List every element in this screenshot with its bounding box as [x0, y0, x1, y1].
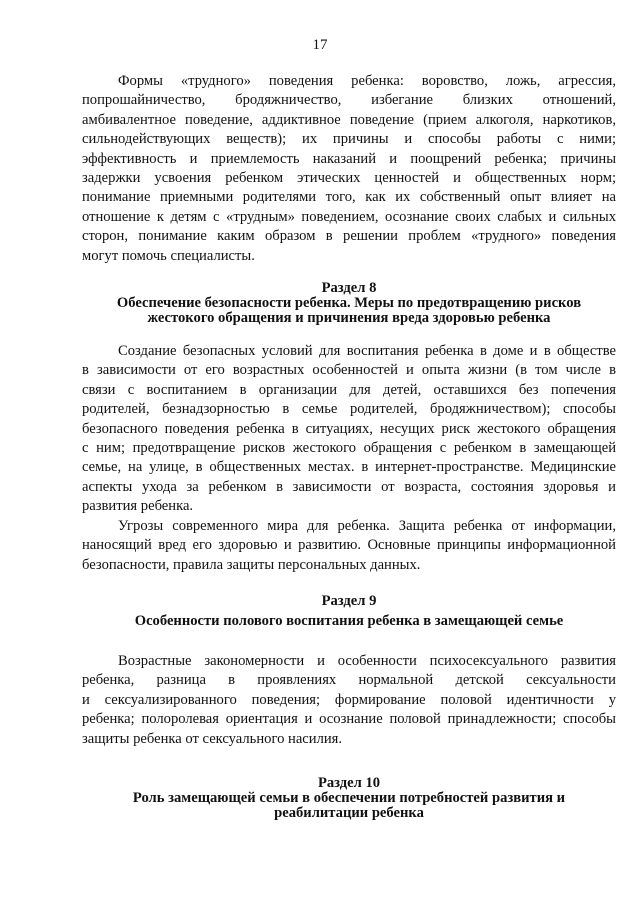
section-title-line: Обеспечение безопасности ребенка. Меры по предотвращению рисков: [116, 295, 582, 311]
text-line: Формы «трудного» поведения ребенка: воровство, ложь, агрессия,: [118, 73, 616, 89]
section-title-line: Роль замещающей семьи в обеспечении потребностей развития и: [132, 790, 566, 806]
section-10-heading: [82, 776, 616, 821]
text-line: с ним; предотвращение рисков жестокого обращения с ребенком в замещающей: [82, 439, 616, 456]
text-line: амбивалентное поведение, аддиктивное поведение (прием алкоголя, наркотиков,: [82, 111, 616, 128]
text-line: аспекты ухода за ребенком в зависимости от возраста, состояния здоровья и: [82, 478, 616, 495]
page-number: 17: [312, 37, 328, 53]
text-line: Угрозы современного мира для ребенка. Защита ребенка от информации,: [118, 518, 616, 534]
section-title-line: реабилитации ребенка: [274, 805, 424, 821]
text-line: попрошайничество, бродяжничество, избегание близких отношений,: [82, 92, 616, 109]
text-line: могут помочь специалисты.: [82, 247, 255, 264]
text-line: и сексуализированного поведения; формирование половой идентичности у: [82, 691, 616, 708]
text-line: связи с воспитанием в организации для детей, оставшихся без попечения: [82, 381, 616, 398]
section-8-paragraph-2: [82, 517, 616, 575]
section-number: Раздел 8: [321, 280, 377, 296]
text-line: наносящий вред его здоровью и развитию. Основные принципы информационной: [82, 537, 616, 554]
text-line: семье, на улице, в общественных местах. в интернет-пространстве. Медицинские: [82, 459, 616, 476]
text-line: сильнодействующих веществ); их причины и способы работы с ними;: [82, 131, 616, 148]
text-line: безопасного поведения ребенка в ситуациях, несущих риск жестокого обращения: [82, 420, 616, 437]
text-line: задержки усвоения ребенком этических ценностей и общественных норм;: [82, 169, 616, 186]
section-title-line: жестокого обращения и причинения вреда здоровью ребенка: [147, 310, 551, 326]
text-line: понимание приемными родителями того, как их собственный опыт влияет на: [82, 189, 616, 206]
section-9-title: Особенности полового воспитания ребенка в замещающей семье: [134, 613, 564, 629]
text-line: развития ребенка.: [82, 498, 194, 515]
text-line: в зависимости от его возрастных особенностей и опыта жизни (в том числе в: [82, 362, 616, 379]
text-line: сторон, понимание каким образом в решении проблем «трудного» поведения: [82, 228, 616, 245]
intro-paragraph: [82, 72, 616, 266]
text-line: отношение к детям с «трудным» поведением, осознание своих слабых и сильных: [82, 208, 616, 225]
text-line: безопасности, правила защиты персональных данных.: [82, 556, 421, 573]
text-line: эффективность и приемлемость наказаний и поощрений ребенка; причины: [82, 150, 616, 167]
text-line: Создание безопасных условий для воспитания ребенка в доме и в обществе: [118, 343, 616, 359]
text-line: родителей, безнадзорностью в семье родителей, бродяжничеством); способы: [82, 401, 616, 418]
text-line: защиты ребенка от сексуального насилия.: [82, 730, 343, 747]
text-line: Возрастные закономерности и особенности психосексуального развития: [118, 653, 616, 669]
section-9-paragraph: [82, 652, 616, 749]
section-9-number: Раздел 9: [321, 593, 377, 609]
text-line: ребенка, разница в проявлениях нормальной детской сексуальности: [82, 672, 616, 689]
section-8-heading: [82, 281, 616, 326]
section-number: Раздел 10: [317, 775, 381, 791]
text-line: ребенка; полоролевая ориентация и осознание половой принадлежности; способы: [82, 711, 616, 728]
section-8-paragraph-1: [82, 342, 616, 517]
